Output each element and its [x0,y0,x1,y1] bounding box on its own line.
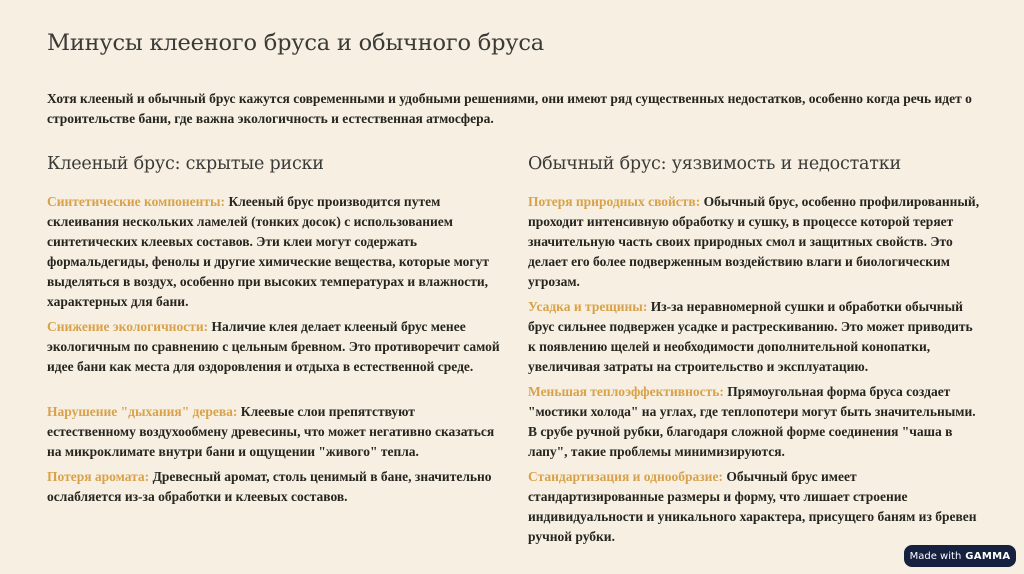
item-lead: Снижение экологичности: [47,319,209,334]
item-lead: Меньшая теплоэффективность: [528,384,724,399]
item-text: Прямоугольная форма бруса создает "мостики холода" на углах, где теплопотери могут быть значительными. В срубе ручной рубки, благодаря сложной форме соединения "чаша в лапу", такие проблемы минимизируются. [528,384,976,459]
intro-paragraph: Хотя клееный и обычный брус кажутся современными и удобными решениями, они имеют ряд существенных недостатков, особенно когда речь идет о строительстве бани, где важна экологичность и естественная атмосфера. [47,91,972,126]
item-text: Обычный брус, особенно профилированный, проходит интенсивную обработку и сушку, в процессе которой теряет значительную часть своих природных смол и защитных свойств. Это делает его более подверженным воздействию влаги и биологическим угрозам. [528,194,980,289]
right-item-natural-properties [528,192,983,292]
left-item-breathing [47,402,507,462]
right-item-thermal [528,382,983,462]
made-with-gamma-badge[interactable] [904,545,1016,567]
item-lead: Потеря природных свойств: [528,194,701,209]
item-lead: Потеря аромата: [47,469,150,484]
item-lead: Нарушение "дыхания" дерева: [47,404,238,419]
left-column [47,150,507,512]
badge-prefix: Made with [909,550,962,562]
right-column [528,150,983,552]
right-item-shrinkage [528,297,983,377]
item-lead: Синтетические компоненты: [47,194,226,209]
page-title: Минусы клееного бруса и обычного бруса [47,30,544,56]
right-column-heading: Обычный брус: уязвимость и недостатки [528,154,901,174]
left-item-synthetic [47,192,507,312]
item-text: Древесный аромат, столь ценимый в бане, значительно ослабляется из-за обработки и клеевых составов. [47,469,492,504]
item-text: Клееный брус производится путем склеивания нескольких ламелей (тонких досок) с использованием синтетических клеевых составов. Эти клеи могут содержать формальдегиды, фенолы и другие химические вещества, которые могут выделяться в воздух, особенно при высоких температурах и влажности, характерных для бани. [47,194,489,309]
item-lead: Стандартизация и однообразие: [528,469,723,484]
item-text: Обычный брус имеет стандартизированные размеры и форму, что лишает строение индивидуальности и уникального характера, присущего баням из бревен ручной рубки. [528,469,977,544]
left-item-ecology [47,317,507,377]
left-column-heading: Клееный брус: скрытые риски [47,154,324,174]
gamma-logo: GAMMA [965,550,1011,562]
right-item-standardization [528,467,983,547]
left-item-aroma [47,467,507,507]
item-lead: Усадка и трещины: [528,299,648,314]
item-text: Из-за неравномерной сушки и обработки обычный брус сильнее подвержен усадке и растрескиванию. Это может приводить к появлению щелей и необходимости дополнительной конопатки, увеличивая затраты на строительство и эксплуатацию. [528,299,973,374]
item-text: Наличие клея делает клееный брус менее экологичным по сравнению с цельным бревном. Это противоречит самой идее бани как места для оздоровления и отдыха в естественной среде. [47,319,500,374]
item-text: Клеевые слои препятствуют естественному воздухообмену древесины, что может негативно сказаться на микроклимате внутри бани и ощущении "живого" тепла. [47,404,495,459]
